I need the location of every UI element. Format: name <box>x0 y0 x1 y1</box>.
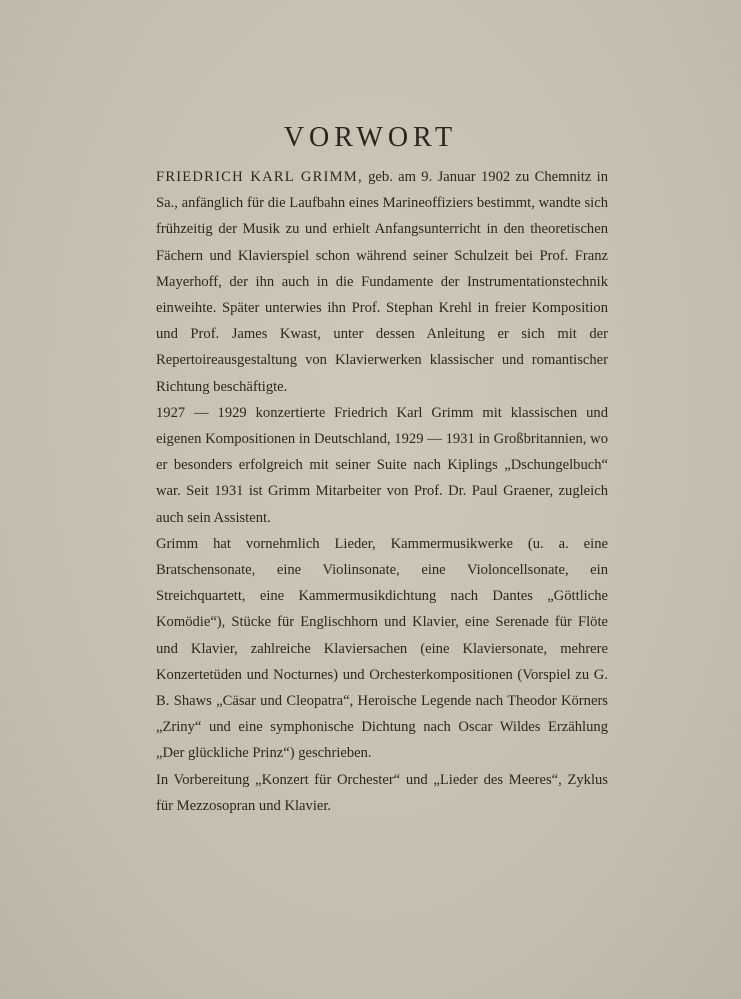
paragraph-text: geb. am 9. Januar 1902 zu Chemnitz in Sa., anfänglich für die Laufbahn eines Marineoffiziers bestimmt, wandte sich frühzeitig der Musik zu und erhielt Anfangsunterricht in den theoretischen Fächern und Klavierspiel schon während seiner Schulzeit bei Prof. Franz Mayerhoff, der ihn auch in die Fundamente der Instrumentationstechnik einweihte. Später unterwies ihn Prof. Stephan Krehl in freier Komposition und Prof. James Kwast, unter dessen Anleitung er sich mit der Repertoireausgestaltung von Klavierwerken klassischer und romantischer Richtung beschäftigte. <box>156 169 608 395</box>
composer-name: FRIEDRICH KARL GRIMM, <box>156 169 363 185</box>
paragraph-text: In Vorbereitung „Konzert für Orchester“ und „Lieder des Meeres“, Zyklus für Mezzosopran und Klavier. <box>156 771 608 814</box>
paragraph-upcoming <box>156 767 608 819</box>
page-title: VORWORT <box>283 122 458 153</box>
preface-body <box>156 164 608 819</box>
paragraph-text: Grimm hat vornehmlich Lieder, Kammermusikwerke (u. a. eine Bratschensonate, eine Violinsonate, eine Violoncellsonate, ein Streichquartett, eine Kammermusikdichtung nach Dantes „Göttliche Komödie“), Stücke für Englischhorn und Klavier, eine Serenade für Flöte und Klavier, zahlreiche Klaviersachen (eine Klaviersonate, mehrere Konzertetüden und Nocturnes) und Orchesterkompositionen (Vorspiel zu G. B. Shaws „Cäsar und Cleopatra“, Heroische Legende nach Theodor Körners „Zriny“ und eine symphonische Dichtung nach Oscar Wildes Erzählung „Der glückliche Prinz“) geschrieben. <box>156 535 608 762</box>
paragraph-concerts <box>156 400 608 531</box>
paragraph-works <box>156 531 608 767</box>
paragraph-text: 1927 — 1929 konzertierte Friedrich Karl Grimm mit klassischen und eigenen Kompositionen in Deutschland, 1929 — 1931 in Großbritannien, wo er besonders erfolgreich mit seiner Suite nach Kiplings „Dschungelbuch“ war. Seit 1931 ist Grimm Mitarbeiter von Prof. Dr. Paul Graener, zugleich auch sein Assistent. <box>156 404 608 526</box>
paragraph-biography <box>156 164 608 400</box>
